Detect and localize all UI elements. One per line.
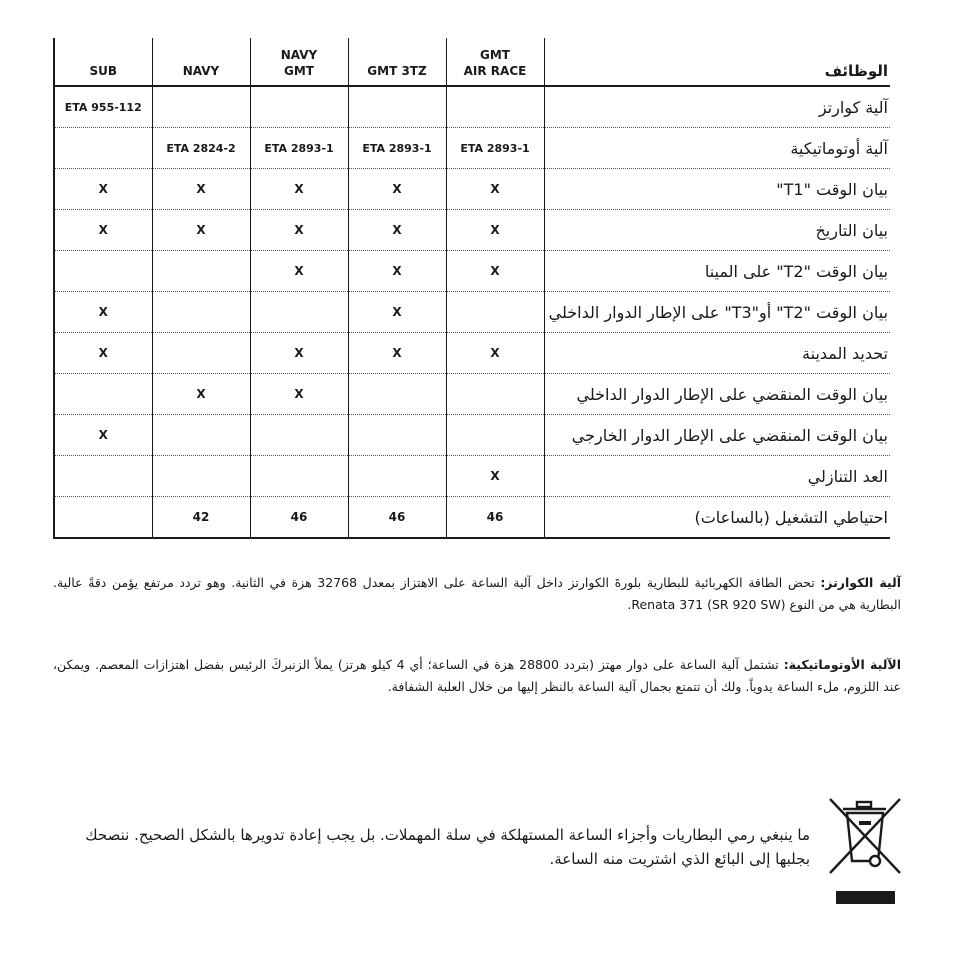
header-functions: الوظائف bbox=[544, 38, 890, 86]
table-row bbox=[54, 374, 890, 415]
table-row bbox=[54, 251, 890, 292]
cell-gmt-air-race: ETA 2893-1 bbox=[446, 128, 544, 169]
function-label: تحديد المدينة bbox=[544, 333, 890, 374]
quartz-note bbox=[53, 572, 901, 616]
cell-navy-gmt: X bbox=[250, 210, 348, 251]
function-label: بيان الوقت المنقضي على الإطار الدوار الخارجي bbox=[544, 415, 890, 456]
cell-sub bbox=[54, 456, 152, 497]
cell-sub: X bbox=[54, 333, 152, 374]
cell-gmt-air-race: 46 bbox=[446, 497, 544, 539]
cell-navy-gmt bbox=[250, 456, 348, 497]
cell-gmt-3tz: X bbox=[348, 210, 446, 251]
function-label: بيان التاريخ bbox=[544, 210, 890, 251]
quartz-note-title: آلية الكوارتز: bbox=[820, 574, 901, 590]
table-row bbox=[54, 456, 890, 497]
automatic-note-body: تشتمل آلية الساعة على دوار مهتز (بتردد 28800 هزة في الساعة؛ أي 4 كيلو هرتز) يملأ الزنبركَ الرئيس بفضل اهتزازات المعصم. ويمكن، عند اللزوم، ملء الساعة يدوياً. ولك أن تتمتع بجمال آلية الساعة بالنظر إليها من خلال العلبة الشفافة. bbox=[53, 656, 901, 694]
functions-table bbox=[53, 38, 890, 539]
bin-underline-bar bbox=[836, 891, 895, 904]
cell-navy bbox=[152, 456, 250, 497]
cell-gmt-air-race bbox=[446, 374, 544, 415]
cell-sub: ETA 955-112 bbox=[54, 86, 152, 128]
table-row bbox=[54, 86, 890, 128]
cell-gmt-3tz: X bbox=[348, 169, 446, 210]
table-row bbox=[54, 210, 890, 251]
cell-gmt-air-race bbox=[446, 86, 544, 128]
cell-sub: X bbox=[54, 292, 152, 333]
cell-gmt-3tz bbox=[348, 456, 446, 497]
automatic-note bbox=[53, 654, 901, 698]
cell-gmt-3tz bbox=[348, 86, 446, 128]
cell-navy: ETA 2824-2 bbox=[152, 128, 250, 169]
function-label: آلية أوتوماتيكية bbox=[544, 128, 890, 169]
cell-gmt-3tz: ETA 2893-1 bbox=[348, 128, 446, 169]
cell-navy-gmt: 46 bbox=[250, 497, 348, 539]
cell-gmt-air-race: X bbox=[446, 210, 544, 251]
function-label: بيان الوقت "T2" أو"T3" على الإطار الدوار الداخلي bbox=[544, 292, 890, 333]
table-row bbox=[54, 169, 890, 210]
disposal-notice: ما ينبغي رمي البطاريات وأجزاء الساعة المستهلكة في سلة المهملات. بل يجب إعادة تدويرها بالشكل الصحيح. ننصحك بجلبها إلى البائع الذي اشتريت منه الساعة. bbox=[85, 826, 810, 868]
cell-gmt-3tz bbox=[348, 415, 446, 456]
cell-navy-gmt: ETA 2893-1 bbox=[250, 128, 348, 169]
cell-gmt-3tz bbox=[348, 374, 446, 415]
cell-navy-gmt: X bbox=[250, 374, 348, 415]
table-row bbox=[54, 292, 890, 333]
header-model-navy: NAVY bbox=[152, 38, 250, 86]
function-label: آلية كوارتز bbox=[544, 86, 890, 128]
cell-sub: X bbox=[54, 415, 152, 456]
cell-navy: X bbox=[152, 210, 250, 251]
cell-sub: X bbox=[54, 169, 152, 210]
quartz-note-body: تحض الطاقة الكهربائية للبطارية بلورةَ الكوارتز داخل آلية الساعة على الاهتزاز بمعدل 32768 هزة في الثانية. وهو تردد مرتفع يؤمن دقةً عالية. البطارية هي من النوع Renata 371 (SR 920 SW). bbox=[53, 574, 901, 612]
function-label: بيان الوقت المنقضي على الإطار الدوار الداخلي bbox=[544, 374, 890, 415]
cell-navy: X bbox=[152, 374, 250, 415]
cell-navy: X bbox=[152, 169, 250, 210]
cell-sub bbox=[54, 497, 152, 539]
header-model-navy-gmt: NAVY GMT bbox=[250, 38, 348, 86]
cell-navy-gmt: X bbox=[250, 169, 348, 210]
cell-navy bbox=[152, 292, 250, 333]
cell-navy bbox=[152, 86, 250, 128]
cell-navy-gmt bbox=[250, 292, 348, 333]
cell-navy bbox=[152, 333, 250, 374]
cell-gmt-3tz: X bbox=[348, 251, 446, 292]
function-label: احتياطي التشغيل (بالساعات) bbox=[544, 497, 890, 539]
table-row bbox=[54, 497, 890, 539]
cell-gmt-3tz: X bbox=[348, 333, 446, 374]
table-row bbox=[54, 333, 890, 374]
table-row bbox=[54, 415, 890, 456]
function-label: بيان الوقت "T2" على المينا bbox=[544, 251, 890, 292]
cell-navy bbox=[152, 415, 250, 456]
cell-navy: 42 bbox=[152, 497, 250, 539]
cell-gmt-air-race bbox=[446, 292, 544, 333]
cell-sub: X bbox=[54, 210, 152, 251]
cell-sub bbox=[54, 128, 152, 169]
function-label: بيان الوقت "T1" bbox=[544, 169, 890, 210]
header-model-gmt-air-race: GMT AIR RACE bbox=[446, 38, 544, 86]
cell-gmt-air-race: X bbox=[446, 169, 544, 210]
cell-sub bbox=[54, 374, 152, 415]
cell-navy bbox=[152, 251, 250, 292]
table-row bbox=[54, 128, 890, 169]
cell-sub bbox=[54, 251, 152, 292]
cell-gmt-air-race: X bbox=[446, 333, 544, 374]
table-header-row bbox=[54, 38, 890, 86]
cell-gmt-3tz: X bbox=[348, 292, 446, 333]
cell-gmt-air-race bbox=[446, 415, 544, 456]
header-model-gmt-3tz: GMT 3TZ bbox=[348, 38, 446, 86]
cell-navy-gmt: X bbox=[250, 333, 348, 374]
cell-navy-gmt bbox=[250, 86, 348, 128]
cell-gmt-3tz: 46 bbox=[348, 497, 446, 539]
function-label: العد التنازلي bbox=[544, 456, 890, 497]
crossed-out-wheelie-bin-icon bbox=[826, 795, 904, 877]
header-model-sub: SUB bbox=[54, 38, 152, 86]
cell-navy-gmt: X bbox=[250, 251, 348, 292]
automatic-note-title: الآلية الأوتوماتيكية: bbox=[783, 656, 901, 672]
cell-navy-gmt bbox=[250, 415, 348, 456]
cell-gmt-air-race: X bbox=[446, 456, 544, 497]
cell-gmt-air-race: X bbox=[446, 251, 544, 292]
